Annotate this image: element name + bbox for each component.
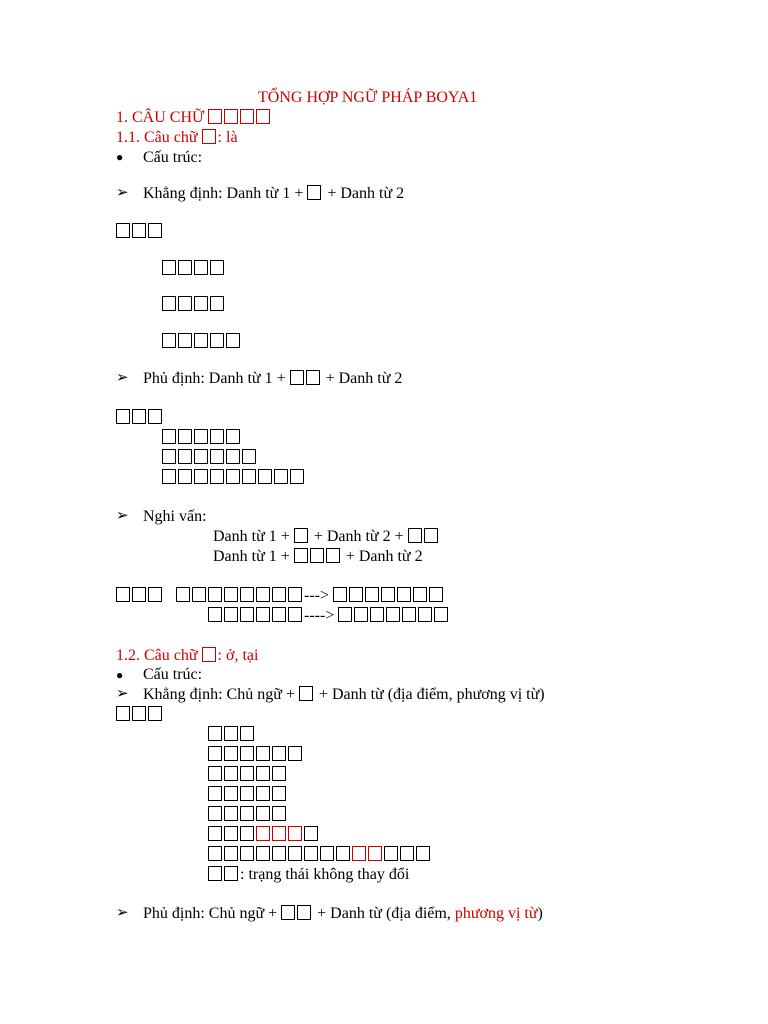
missing-glyph-box [386, 607, 400, 622]
missing-glyph-box [418, 607, 432, 622]
missing-glyph-box [224, 826, 238, 841]
missing-glyph-box [349, 587, 363, 602]
missing-glyph-box [304, 826, 318, 841]
missing-glyph-box [208, 607, 222, 622]
missing-glyph-box [297, 905, 311, 920]
missing-glyph-box [242, 469, 256, 484]
example-line [162, 259, 226, 279]
missing-glyph-box [116, 706, 130, 721]
missing-glyph-box [294, 548, 308, 563]
missing-glyph-box [256, 806, 270, 821]
missing-glyph-box [116, 223, 130, 238]
missing-glyph-box [272, 766, 286, 781]
missing-glyph-box [365, 587, 379, 602]
missing-glyph-box [148, 706, 162, 721]
missing-glyph-box [294, 528, 308, 543]
missing-glyph-box [176, 587, 190, 602]
missing-glyph-box [290, 370, 304, 385]
missing-glyph-box [256, 766, 270, 781]
arrow-icon: ➢ [116, 368, 129, 386]
missing-glyph-box [354, 607, 368, 622]
missing-glyph-box [281, 905, 295, 920]
missing-glyph-box [408, 528, 422, 543]
missing-glyph-box [202, 647, 216, 662]
missing-glyph-box [413, 587, 427, 602]
missing-glyph-box [352, 846, 366, 861]
missing-glyph-box [258, 469, 272, 484]
missing-glyph-box [208, 826, 222, 841]
missing-glyph-box [256, 587, 270, 602]
missing-glyph-box [288, 746, 302, 761]
missing-glyph-box [226, 333, 240, 348]
missing-glyph-box [397, 587, 411, 602]
note-line: : trạng thái không thay đổi [208, 865, 409, 885]
missing-glyph-box [402, 607, 416, 622]
example-label [116, 408, 164, 428]
missing-glyph-box [162, 260, 176, 275]
cau-truc-label: Cấu trúc: [143, 666, 203, 683]
missing-glyph-box [226, 469, 240, 484]
missing-glyph-box [288, 607, 302, 622]
example-line [208, 765, 288, 785]
missing-glyph-box [202, 129, 216, 144]
missing-glyph-box [224, 607, 238, 622]
missing-glyph-box [274, 469, 288, 484]
example-line [208, 845, 432, 865]
example-line [208, 745, 304, 765]
missing-glyph-box [210, 296, 224, 311]
bullet-icon: ● [116, 668, 124, 682]
example-label [116, 222, 164, 242]
missing-glyph-box [272, 806, 286, 821]
missing-glyph-box [224, 587, 238, 602]
example-label [116, 705, 164, 725]
missing-glyph-box [148, 409, 162, 424]
missing-glyph-box [272, 826, 286, 841]
missing-glyph-box [192, 587, 206, 602]
missing-glyph-box [240, 766, 254, 781]
cau-truc-label: Cấu trúc: [143, 149, 203, 166]
example-line: ----> [208, 606, 450, 626]
missing-glyph-box [290, 469, 304, 484]
missing-glyph-box [194, 296, 208, 311]
missing-glyph-box [208, 866, 222, 881]
missing-glyph-box [224, 846, 238, 861]
example-line [208, 805, 288, 825]
section-1-heading: 1. CÂU CHỮ [116, 108, 272, 128]
missing-glyph-box [132, 587, 146, 602]
document-title: TỔNG HỢP NGỮ PHÁP BOYA1 [258, 89, 478, 106]
affirmative-structure-2: Khẳng định: Chủ ngữ + + Danh từ (địa điểm, phương vị từ) [143, 686, 545, 703]
missing-glyph-box [208, 746, 222, 761]
question-structure-2: Danh từ 1 + + Danh từ 2 [213, 548, 423, 565]
negative-structure-2: Phủ định: Chủ ngữ + + Danh từ (địa điểm, phương vị từ) [143, 905, 543, 922]
missing-glyph-box [178, 333, 192, 348]
missing-glyph-box [256, 786, 270, 801]
arrow-icon: ➢ [116, 684, 129, 702]
example-line [162, 448, 258, 468]
missing-glyph-box [210, 449, 224, 464]
missing-glyph-box [240, 587, 254, 602]
missing-glyph-box [240, 786, 254, 801]
missing-glyph-box [162, 333, 176, 348]
missing-glyph-box [272, 746, 286, 761]
missing-glyph-box [368, 846, 382, 861]
missing-glyph-box [208, 786, 222, 801]
missing-glyph-box [400, 846, 414, 861]
affirmative-structure: Khẳng định: Danh từ 1 + + Danh từ 2 [143, 185, 405, 202]
missing-glyph-box [148, 223, 162, 238]
missing-glyph-box [208, 109, 222, 124]
missing-glyph-box [320, 846, 334, 861]
bullet-icon: ● [116, 150, 124, 164]
missing-glyph-box [194, 333, 208, 348]
missing-glyph-box [336, 846, 350, 861]
missing-glyph-box [224, 866, 238, 881]
missing-glyph-box [242, 449, 256, 464]
missing-glyph-box [256, 746, 270, 761]
missing-glyph-box [194, 449, 208, 464]
section-1-2-heading: 1.2. Câu chữ : ở, tại [116, 647, 259, 664]
missing-glyph-box [256, 607, 270, 622]
missing-glyph-box [178, 260, 192, 275]
missing-glyph-box [370, 607, 384, 622]
missing-glyph-box [256, 826, 270, 841]
missing-glyph-box [272, 587, 286, 602]
missing-glyph-box [210, 333, 224, 348]
missing-glyph-box [208, 726, 222, 741]
missing-glyph-box [208, 806, 222, 821]
arrow-icon: ➢ [116, 903, 129, 921]
example-line [162, 332, 242, 352]
missing-glyph-box [208, 846, 222, 861]
missing-glyph-box [333, 587, 347, 602]
missing-glyph-box [224, 786, 238, 801]
missing-glyph-box [194, 429, 208, 444]
missing-glyph-box [272, 607, 286, 622]
negative-structure: Phủ định: Danh từ 1 + + Danh từ 2 [143, 370, 403, 387]
arrow-icon: ➢ [116, 506, 129, 524]
missing-glyph-box [208, 587, 222, 602]
missing-glyph-box [132, 409, 146, 424]
missing-glyph-box [240, 109, 254, 124]
missing-glyph-box [240, 826, 254, 841]
missing-glyph-box [288, 587, 302, 602]
missing-glyph-box [424, 528, 438, 543]
missing-glyph-box [178, 429, 192, 444]
missing-glyph-box [224, 806, 238, 821]
example-line [162, 468, 306, 488]
missing-glyph-box [338, 607, 352, 622]
missing-glyph-box [288, 846, 302, 861]
missing-glyph-box [162, 449, 176, 464]
question-label: Nghi vấn: [143, 508, 207, 525]
missing-glyph-box [307, 185, 321, 200]
missing-glyph-box [299, 686, 313, 701]
missing-glyph-box [304, 846, 318, 861]
example-line [162, 428, 242, 448]
missing-glyph-box [240, 607, 254, 622]
missing-glyph-box [224, 726, 238, 741]
missing-glyph-box [224, 109, 238, 124]
example-line [208, 725, 256, 745]
missing-glyph-box [240, 806, 254, 821]
missing-glyph-box [162, 296, 176, 311]
arrow-icon: ➢ [116, 183, 129, 201]
missing-glyph-box [210, 469, 224, 484]
missing-glyph-box [178, 449, 192, 464]
missing-glyph-box [306, 370, 320, 385]
missing-glyph-box [132, 223, 146, 238]
example-line [162, 295, 226, 315]
missing-glyph-box [162, 469, 176, 484]
missing-glyph-box [240, 726, 254, 741]
missing-glyph-box [116, 409, 130, 424]
missing-glyph-box [384, 846, 398, 861]
missing-glyph-box [210, 429, 224, 444]
missing-glyph-box [162, 429, 176, 444]
missing-glyph-box [178, 296, 192, 311]
missing-glyph-box [210, 260, 224, 275]
missing-glyph-box [381, 587, 395, 602]
missing-glyph-box [272, 786, 286, 801]
missing-glyph-box [194, 260, 208, 275]
missing-glyph-box [240, 846, 254, 861]
missing-glyph-box [416, 846, 430, 861]
missing-glyph-box [310, 548, 324, 563]
section-1-1-heading: 1.1. Câu chữ : là [116, 129, 238, 146]
missing-glyph-box [194, 469, 208, 484]
missing-glyph-box [326, 548, 340, 563]
missing-glyph-box [224, 746, 238, 761]
missing-glyph-box [208, 766, 222, 781]
example-line [208, 785, 288, 805]
missing-glyph-box [256, 846, 270, 861]
example-line [208, 825, 320, 845]
missing-glyph-box [434, 607, 448, 622]
missing-glyph-box [288, 826, 302, 841]
example-line: ---> [116, 586, 445, 606]
missing-glyph-box [132, 706, 146, 721]
missing-glyph-box [148, 587, 162, 602]
missing-glyph-box [226, 449, 240, 464]
missing-glyph-box [178, 469, 192, 484]
missing-glyph-box [272, 846, 286, 861]
missing-glyph-box [429, 587, 443, 602]
question-structure-1: Danh từ 1 + + Danh từ 2 + [213, 527, 440, 547]
missing-glyph-box [240, 746, 254, 761]
missing-glyph-box [224, 766, 238, 781]
missing-glyph-box [226, 429, 240, 444]
missing-glyph-box [256, 109, 270, 124]
missing-glyph-box [116, 587, 130, 602]
